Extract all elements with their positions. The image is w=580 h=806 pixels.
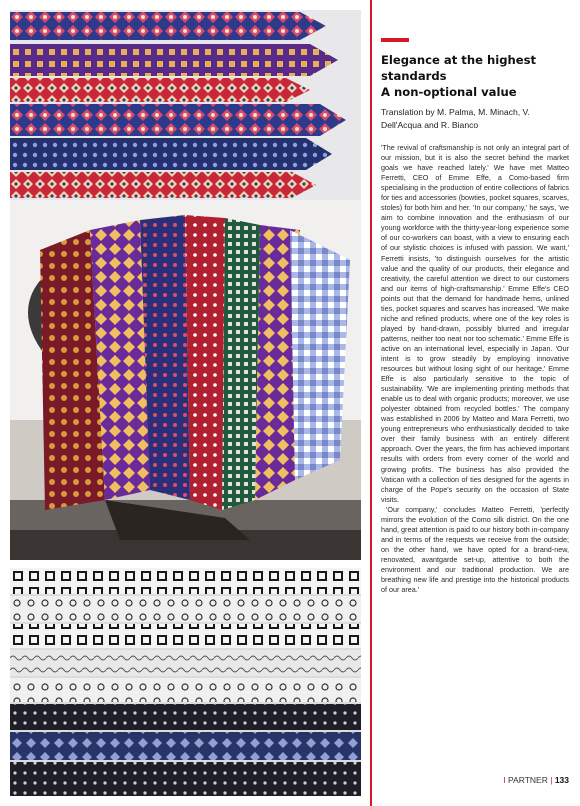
headline-line-1: Elegance at the highest standards [381,53,537,83]
translation-credit: Translation by M. Palma, M. Minach, V. Dell'Acqua and R. Bianco [381,107,530,130]
footer-section-name: PARTNER [508,775,548,785]
red-accent-bar [381,38,409,42]
footer-separator: I [503,775,506,785]
fabrics-photo [10,200,361,560]
page-number: 133 [554,775,569,785]
page-footer: I PARTNER | 133 [503,775,569,785]
red-vertical-rule [370,0,372,806]
body-paragraph-1: 'The revival of craftsmanship is not only an integral part of our mission, but it is also the secret behind the market goals we have reached lately.' We have met Matteo Ferretti, CEO of Emme Effe, a Como-based firm specialising in the production of entire collections of fabrics for ties and accessories (bowties, pocket squares, scarves, stoles) for both him and her. 'In our company,' he says, 'we aim to combine innovation and the enthusiasm of our young workforce with the thirty-year-long experience some of our co-workers can boast, with a view to ensuring each of our stylistic choices is infused with passion. We want,' Ferretti insists, 'to distinguish ourselves for the artistic value and the quality of our products, their elegance and creativity, the careful attention we direct to our customers and our items of high-craftsmanship.' Emme Effe's CEO points out that the demand for handmade hems, unlined ties, pocket squares and scarves has increased. 'We make niche and refined products, where one of the key roles is played by hand-drawn, possibly blurred and irregular patterns, neither too neat nor too schematic.' Emme Effe is active on an international level, especially in Japan. 'Our intent is to grow steadily by employing innovative resources but without losing sight of our heritage.' Emme Effe is also particularly sensitive to the topic of sustainability. 'We are implementing printing methods that enable us to deal with organic products; moreover, we use polyester obtained from recycled bottles.' The company was established in 2006 by Matteo and Mara Ferretti, two young entrepreneurs who enthusiastically decided to take over their family business with an entirely different approach. Over the years, the firm has achieved important results with orders from every corner of the world and growing profits. The business has also provided the Vatican with a collection of ties designed for the agents in charge of the Pope's security on the occasion of State visits. [381,143,569,504]
headline-line-2: A non-optional value [381,85,517,99]
article-body [381,143,569,595]
ties-photo [10,10,361,200]
article-column [381,52,569,595]
body-paragraph-2: 'Our company,' concludes Matteo Ferretti, 'perfectly mirrors the evolution of the Como silk district. On the one hand, great attention is paid to our history both in-company and in terms of the requests we receive from the outside; on the other hand, we have opted for a brand-new, renovated, avantgarde set-up, attentive to both the environment and our traditional production. We are breathing new life and prestige into the historical products of our area.' [381,504,569,595]
article-headline [381,52,569,100]
fabric-rolls-photo [10,568,361,796]
